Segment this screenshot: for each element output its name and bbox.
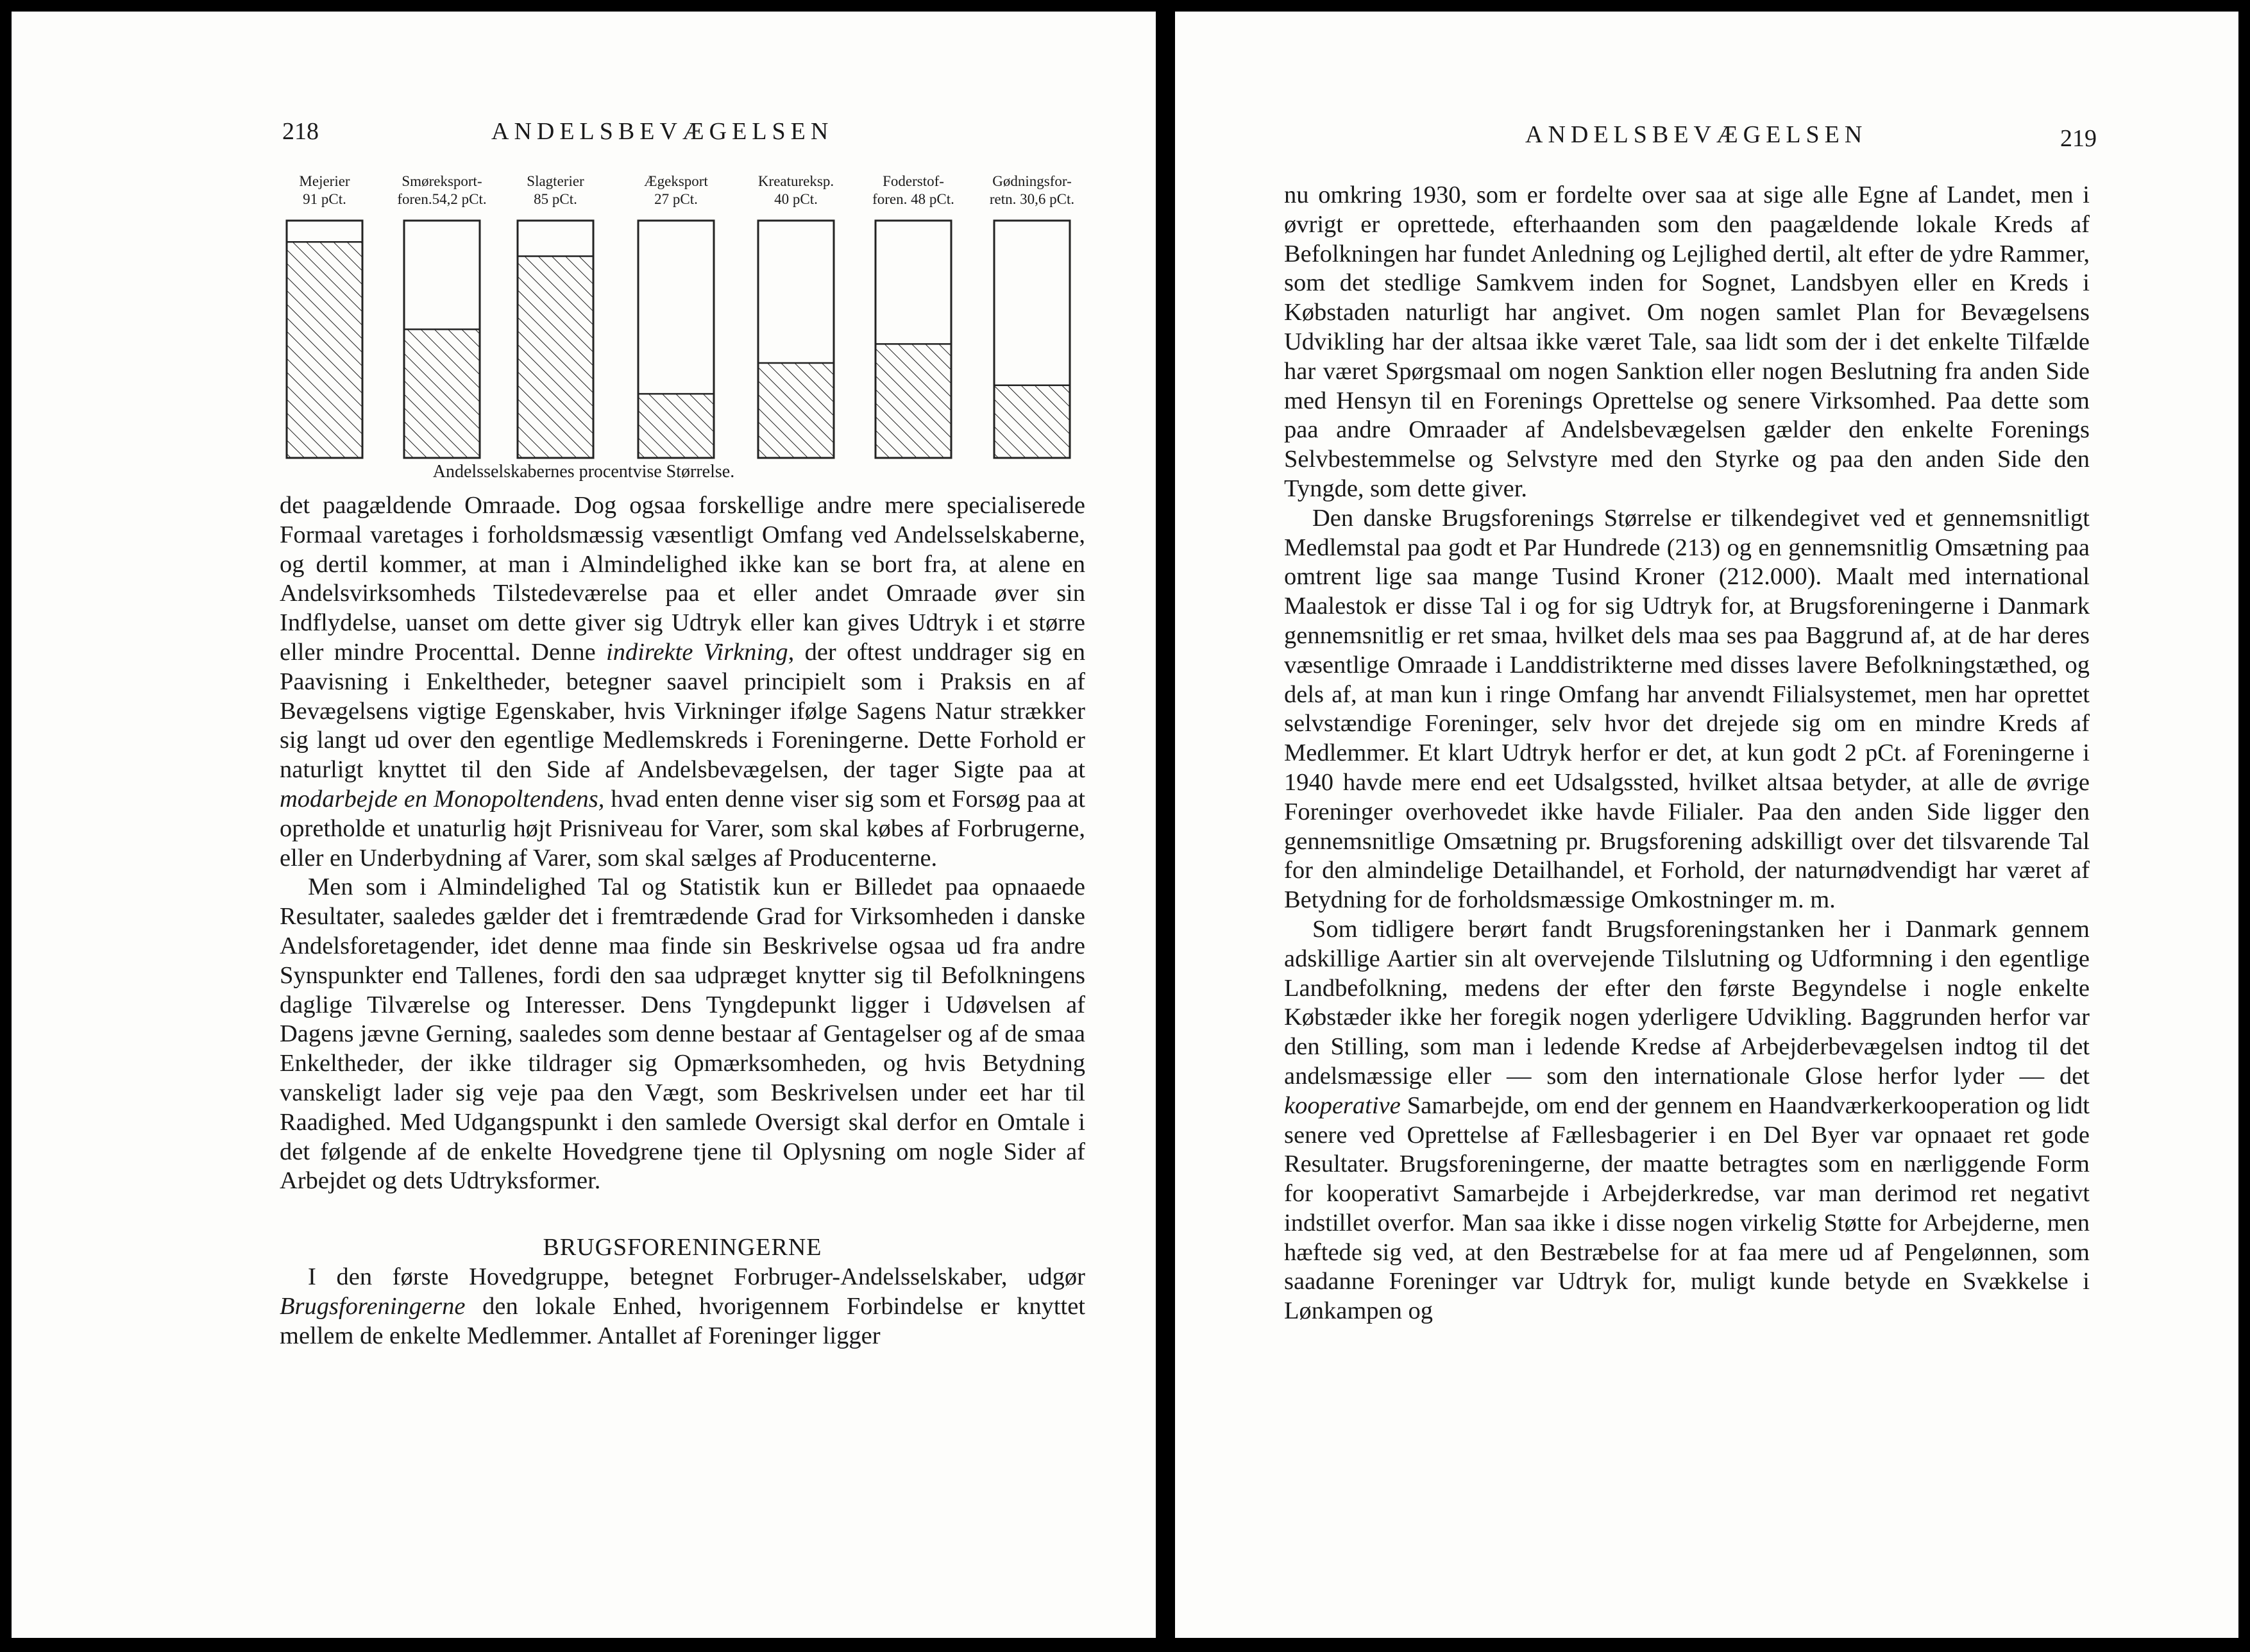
bar-fill <box>638 394 714 458</box>
category-label: 27 pCt. <box>654 191 698 207</box>
right-body-text <box>1284 181 2090 1326</box>
left-page <box>12 12 1156 1638</box>
category-label: foren.54,2 pCt. <box>397 191 487 207</box>
text-segment: Men som i Almindelighed Tal og Statistik kun er Billedet paa opnaaede Resultater, saaledes gælder det i fremtrædende Grad for Virksomheden i danske Andelsforetagender, idet denne maa finde sin Beskrivelse ogsaa ud fra andre Synspunkter end Tallenes, fordi den saa udpræget knytter sig til Befolkningens daglige Tilværelse og Interesser. Dens Tyngdepunkt ligger i Udøvelsen af Dagens jævne Gerning, saaledes som denne bestaar af Gentagelser og af de smaa Enkeltheder, der ikke tildrager sig Opmærksomheden, og hvis Betydning vanskeligt lader sig veje paa den Vægt, som Beskrivelsen under eet har til Raadighed. Med Udgangspunkt i den samlede Oversigt skal derfor en Omtale i det følgende af de enkelte Hovedgrene tjene til Oplysning om nogle Sider af Arbejdet og dets Udtryksformer. <box>280 873 1085 1195</box>
italic-text: modarbejde en Monopoltendens, <box>280 785 605 813</box>
category-label: Gødningsfor- <box>992 173 1072 189</box>
paragraph <box>1284 504 2090 915</box>
bar-fill <box>287 242 362 458</box>
category-label: Slagterier <box>527 173 584 189</box>
italic-text: Brugsforeningerne <box>280 1292 466 1320</box>
bar-fill <box>404 329 480 458</box>
category-label: Smøreksport- <box>402 173 482 189</box>
section-heading: BRUGSFORENINGERNE <box>543 1234 822 1261</box>
italic-text: kooperative <box>1284 1092 1401 1119</box>
paragraph <box>280 1263 1085 1351</box>
text-segment: Den danske Brugsforenings Størrelse er tilkendegivet ved et gennemsnitligt Medlemstal paa godt et Par Hundrede (213) og en gennemsnitlig Omsætning paa omtrent lige saa mange Tusind Kroner (212.000). Maalt med international Maalestok er disse Tal i og for sig Udtryk for, at Brugsforeningerne i Danmark gennemsnitlig er ret smaa, hvilket dels maa ses paa Baggrund af, at de har deres væsentlige Omraade i Landdistrikterne med disses lavere Befolkningstæthed, og dels af, at man kun i ringe Omfang har anvendt Filialsystemet, men har oprettet selvstændige Foreninger, selv hvor det drejede sig om en mindre Kreds af Medlemmer. Et klart Udtryk herfor er det, at kun godt 2 pCt. af Foreningerne i 1940 havde mere end eet Udsalgssted, hvilket altsaa betyder, at alle de øvrige Foreninger overhovedet ikke havde Filialer. Paa den anden Side ligger den gennemsnitlige Omsætning pr. Brugsforening adskilligt over det tilsvarende Tal for den almindelige Detailhandel, et Forhold, der naturnødvendigt har været af Betydning for de forholdsmæssige Omkostninger m. m. <box>1284 504 2090 914</box>
paragraph <box>1284 915 2090 1326</box>
text-segment: I den første Hovedgruppe, betegnet Forbruger-Andelsselskaber, udgør <box>308 1263 1085 1290</box>
running-head: ANDELSBEVÆGELSEN <box>1525 121 1868 148</box>
text-segment: nu omkring 1930, som er fordelte over saa at sige alle Egne af Landet, men i øvrigt er oprettede, efterhaanden som den paagældende lokale Kreds af Befolkningen har fundet Anledning og Lejlighed dertil, alt efter de ydre Rammer, som det stedlige Samkvem inden for Sognet, Landsbyen eller en Kreds i Købstaden naturligt har angivet. Om nogen samlet Plan for Bevægelsens Udvikling har der altsaa ikke været Tale, saa lidt som der i det enkelte Tilfælde har været Spørgsmaal om nogen Sanktion eller nogen Beslutning fra anden Side med Hensyn til en Forenings Oprettelse og senere Virksomhed. Paa dette som paa andre Omraader af Andelsbevægelsen gælder den enkelte Forenings Selvbestemmelse og Selvstyre med den Styrke og paa den anden Side den Tyngde, som dette giver. <box>1284 181 2090 502</box>
paragraph <box>280 491 1085 873</box>
bar-fill <box>758 363 834 458</box>
category-label: Ægeksport <box>644 173 708 189</box>
paragraph <box>1284 181 2090 504</box>
category-label: 40 pCt. <box>774 191 818 207</box>
bar-fill <box>875 344 951 458</box>
text-segment: hvad enten denne viser sig som et Forsøg paa at opretholde et unaturlig højt Prisniveau for Varer, som skal købes af Forbrugerne, eller en Underbydning af Varer, som skal sælges af Producenterne. <box>280 785 1085 872</box>
paragraph <box>280 873 1085 1196</box>
right-page <box>1175 12 2238 1638</box>
category-label: foren. 48 pCt. <box>872 191 954 207</box>
text-segment: den lokale Enhed, hvorigennem Forbindelse er knyttet mellem de enkelte Medlemmer. Antallet af Foreninger ligger <box>280 1292 1085 1349</box>
left-body-text <box>280 491 1085 1351</box>
chart-caption: Andelsselskabernes procentvise Størrelse. <box>432 462 735 482</box>
text-segment: det paagældende Omraade. Dog ogsaa forskellige andre mere specialiserede Formaal varetages i forholdsmæssig væsentligt Omfang ved Andelsselskaberne, og dertil kommer, at man i Almindelighed ikke kan se bort fra, at alene en Andelsvirksomheds Tilstedeværelse paa et eller andet Omraade øver sin Indflydelse, uanset om dette giver sig Udtryk eller kan gives Udtryk i et større eller mindre Procenttal. Denne <box>280 492 1085 666</box>
category-label: Mejerier <box>299 173 350 189</box>
category-label: retn. 30,6 pCt. <box>989 191 1075 207</box>
text-segment: der oftest unddrager sig en Paavisning i Enkeltheder, betegner saavel principielt som i Praksis en af Bevægelsens vigtige Egenskaber, hvis Virkninger ifølge Sagens Natur strækker sig langt ud over den egentlige Medlemskreds i Foreningerne. Dette Forhold er naturligt knyttet til den Side af Andelsbevægelsen, der tager Sigte paa at <box>280 638 1085 784</box>
page-number: 218 <box>282 118 319 145</box>
bar-fill <box>518 257 593 459</box>
bar-chart <box>12 165 1156 499</box>
category-label: Foderstof- <box>883 173 944 189</box>
bar-fill <box>994 385 1070 458</box>
italic-text: indirekte Virkning, <box>606 638 795 666</box>
page-number: 219 <box>2060 125 2097 152</box>
category-label: 85 pCt. <box>534 191 577 207</box>
category-label: 91 pCt. <box>303 191 346 207</box>
text-segment: Samarbejde, om end der gennem en Haandværkerkooperation og lidt senere ved Oprettelse af Fællesbagerier i en Del Byer var opnaaet ret gode Resultater. Brugsforeningerne, der maatte betragtes som en nærliggende Form for kooperativt Samarbejde i Arbejderkredse, var man derimod ret negativt indstillet overfor. Man saa ikke i disse nogen virkelig Støtte for Arbejderne, men hæftede sig ved, at den Bestræbelse for at faa mere ud af Pengelønnen, som saadanne Foreninger var Udtryk for, muligt kunde betyde en Svækkelse i Lønkampen og <box>1284 1092 2090 1325</box>
text-segment: Som tidligere berørt fandt Brugsforeningstanken her i Danmark gennem adskillige Aartier sin alt overvejende Tilslutning og Udformning i den egentlige Landbefolkning, medens der efter den første Begyndelse i nogle enkelte Købstæder ikke her foregik nogen yderligere Udvikling. Baggrunden herfor var den Stilling, som man i ledende Kredse af Arbejderbevægelsen indtog til det andelsmæssige eller — som den internationale Glose herfor lyder — det <box>1284 915 2090 1090</box>
category-label: Kreatureksp. <box>757 173 834 189</box>
running-head: ANDELSBEVÆGELSEN <box>491 118 834 145</box>
